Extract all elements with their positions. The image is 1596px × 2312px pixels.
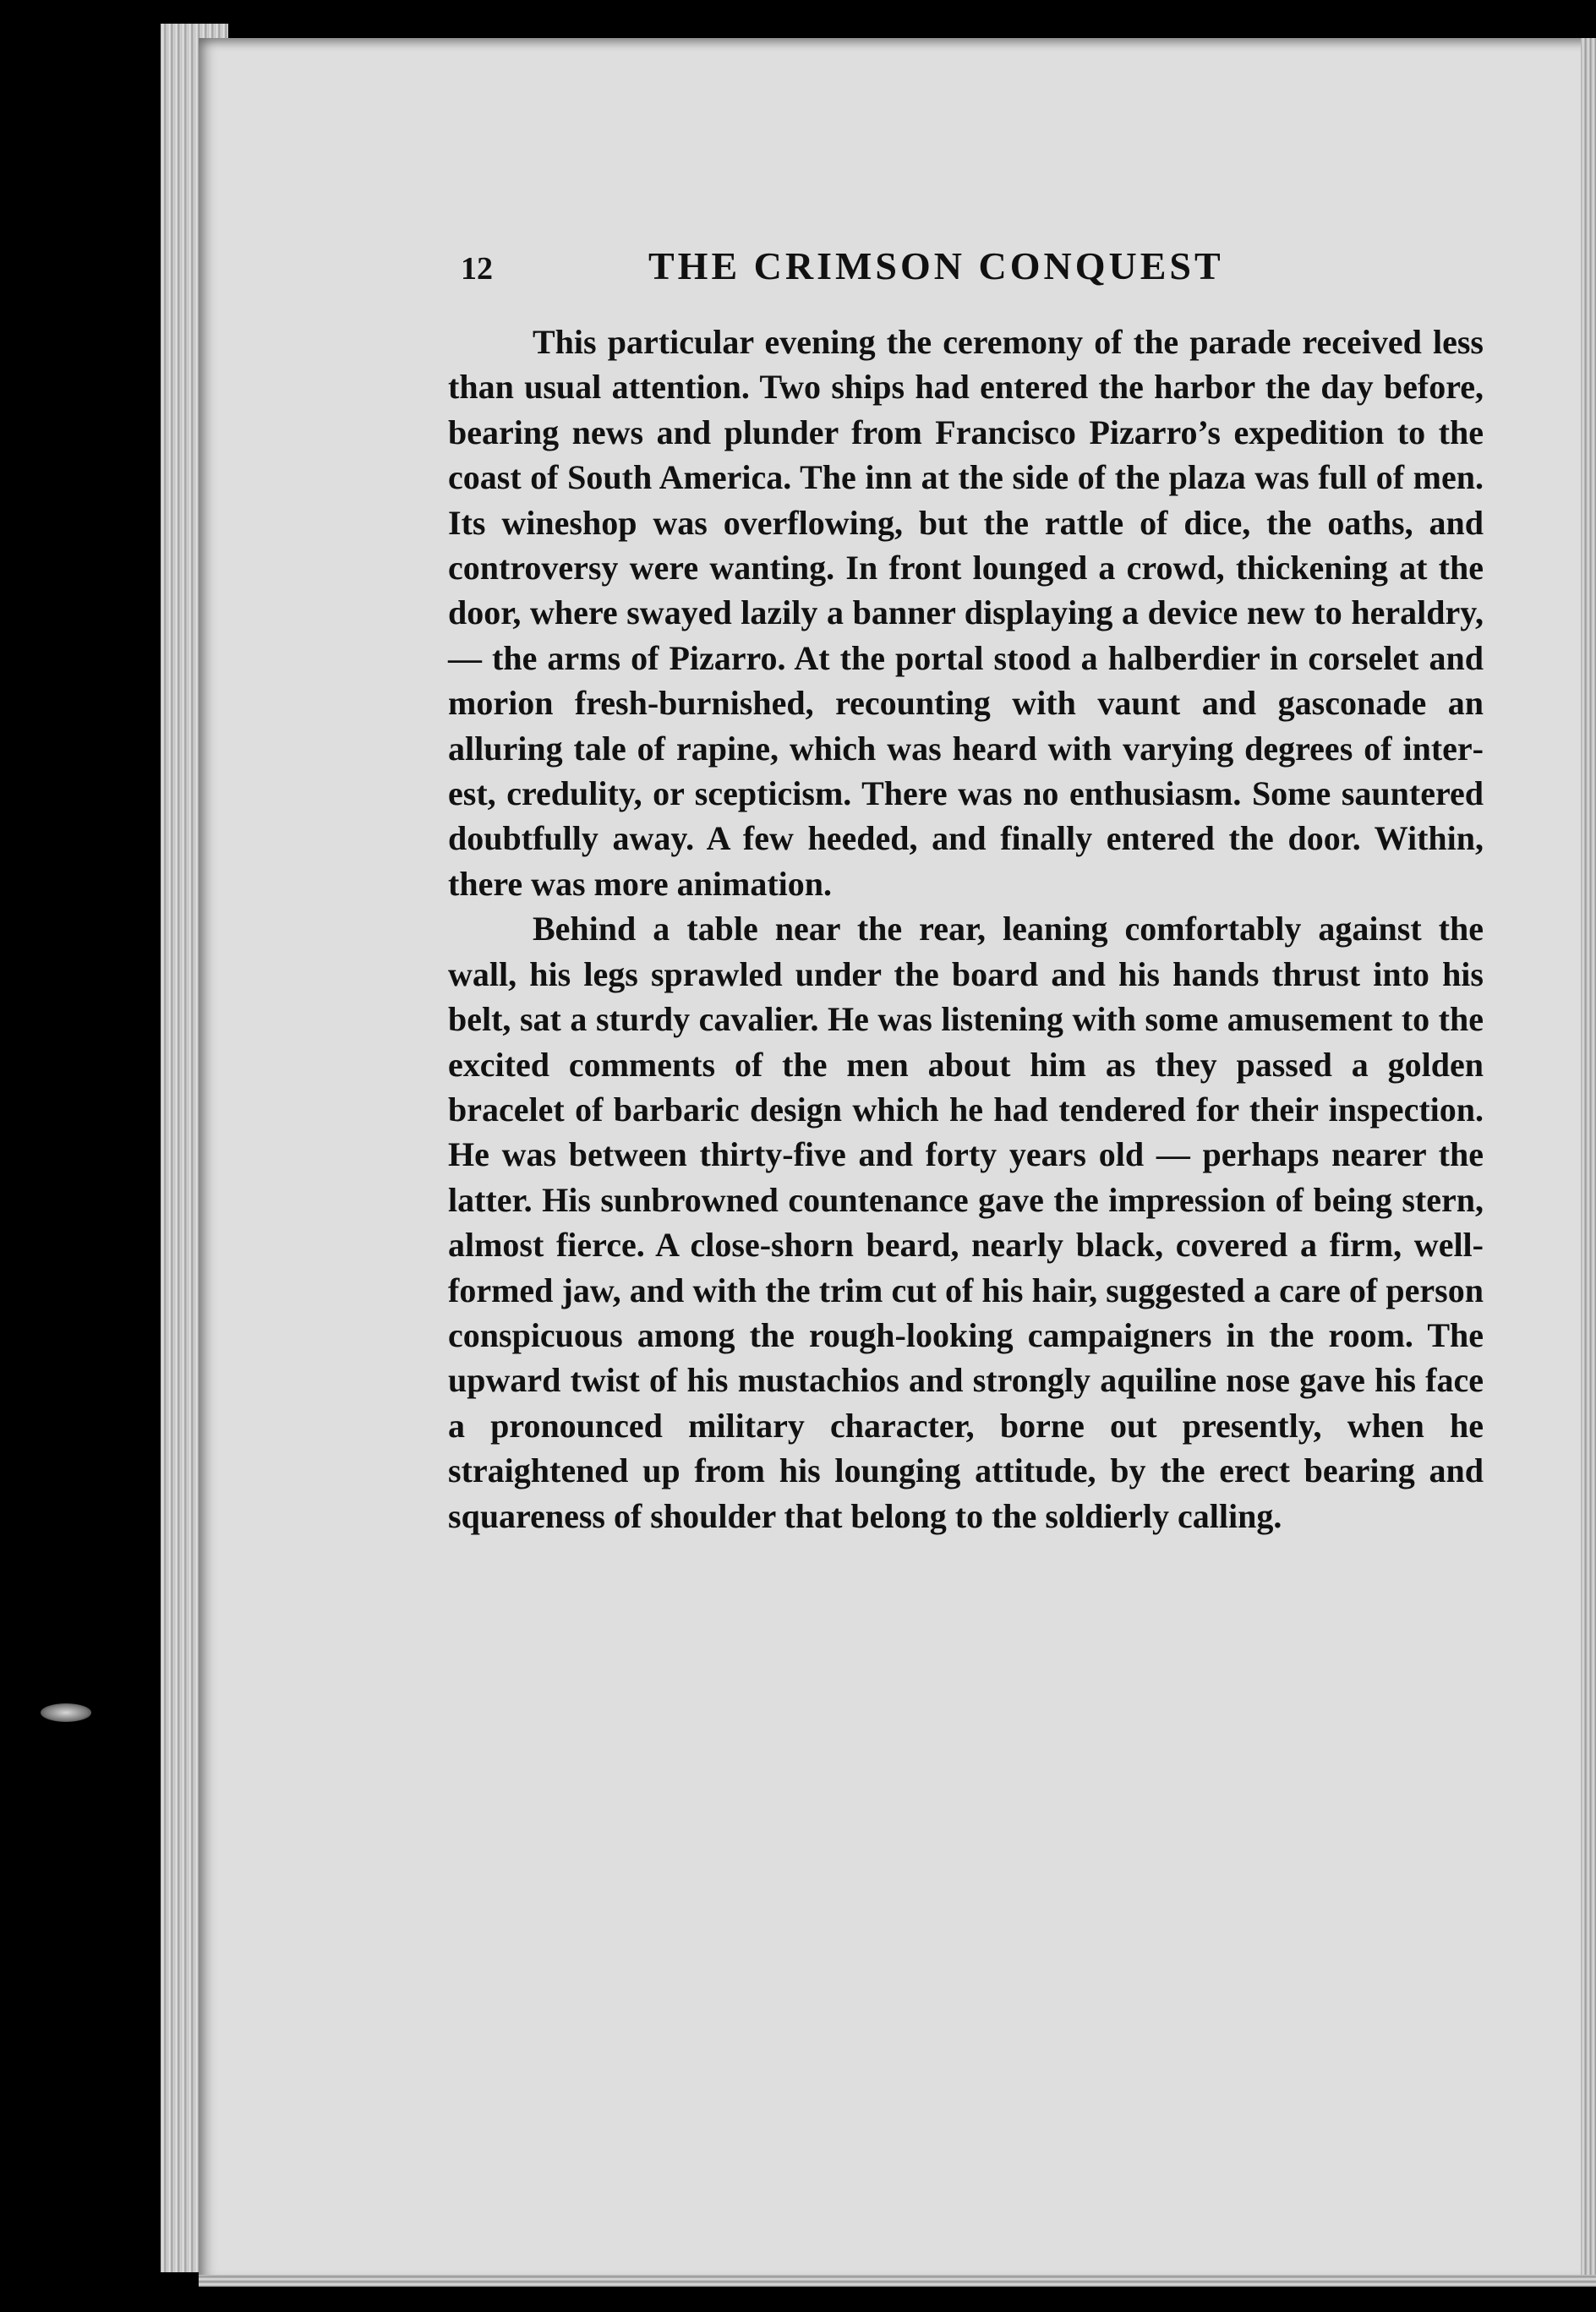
page-header [461, 243, 1315, 294]
margin-speck [41, 1703, 91, 1722]
body-text [448, 320, 1484, 1539]
book-fore-edge [1581, 38, 1596, 2282]
book-bottom-edge [199, 2275, 1596, 2287]
page-number: 12 [461, 251, 493, 287]
paragraph: Behind a table near the rear, leaning comfortably against the wall, his legs sprawled under the board and his hands thrust into his belt, sat a sturdy cavalier. He was listening with some amusement to the excited comments of the men about him as they passed a golden bracelet of barbaric design which he had tendered for their inspection. He was between thirty-five and forty years old — perhaps nearer the latter. His sunbrowned countenance gave the impression of being stern, almost fierce. A close-shorn beard, nearly black, covered a firm, well-formed jaw, and with the trim cut of his hair, suggested a care of person conspicuous among the rough-looking campaigners in the room. The upward twist of his mustachios and strongly aquiline nose gave his face a pronounced military character, borne out presently, when he straightened up from his lounging attitude, by the erect bearing and squareness of shoulder that belong to the soldierly calling. [448, 910, 1484, 1535]
paragraph: This particular evening the ceremony of the parade received less than usual attention. Two ships had entered the harbor the day before, bearing news and plunder from Francisco Pizarro’s expedition to the coast of South America. The inn at the side of the plaza was full of men. Its wineshop was overflowing, but the rattle of dice, the oaths, and controversy were wanting. In front lounged a crowd, thickening at the door, where swayed lazily a banner displaying a device new to heraldry, — the arms of Pizarro. At the portal stood a halberdier in corselet and morion fresh-burnished, recounting with vaunt and gasconade an alluring tale of rapine, which was heard with varying degrees of interest, credulity, or scepticism. There was no enthusiasm. Some sauntered doubtfully away. A few heeded, and finally entered the door. Within, there was more animation. [448, 323, 1484, 903]
running-title: THE CRIMSON CONQUEST [648, 244, 1224, 287]
